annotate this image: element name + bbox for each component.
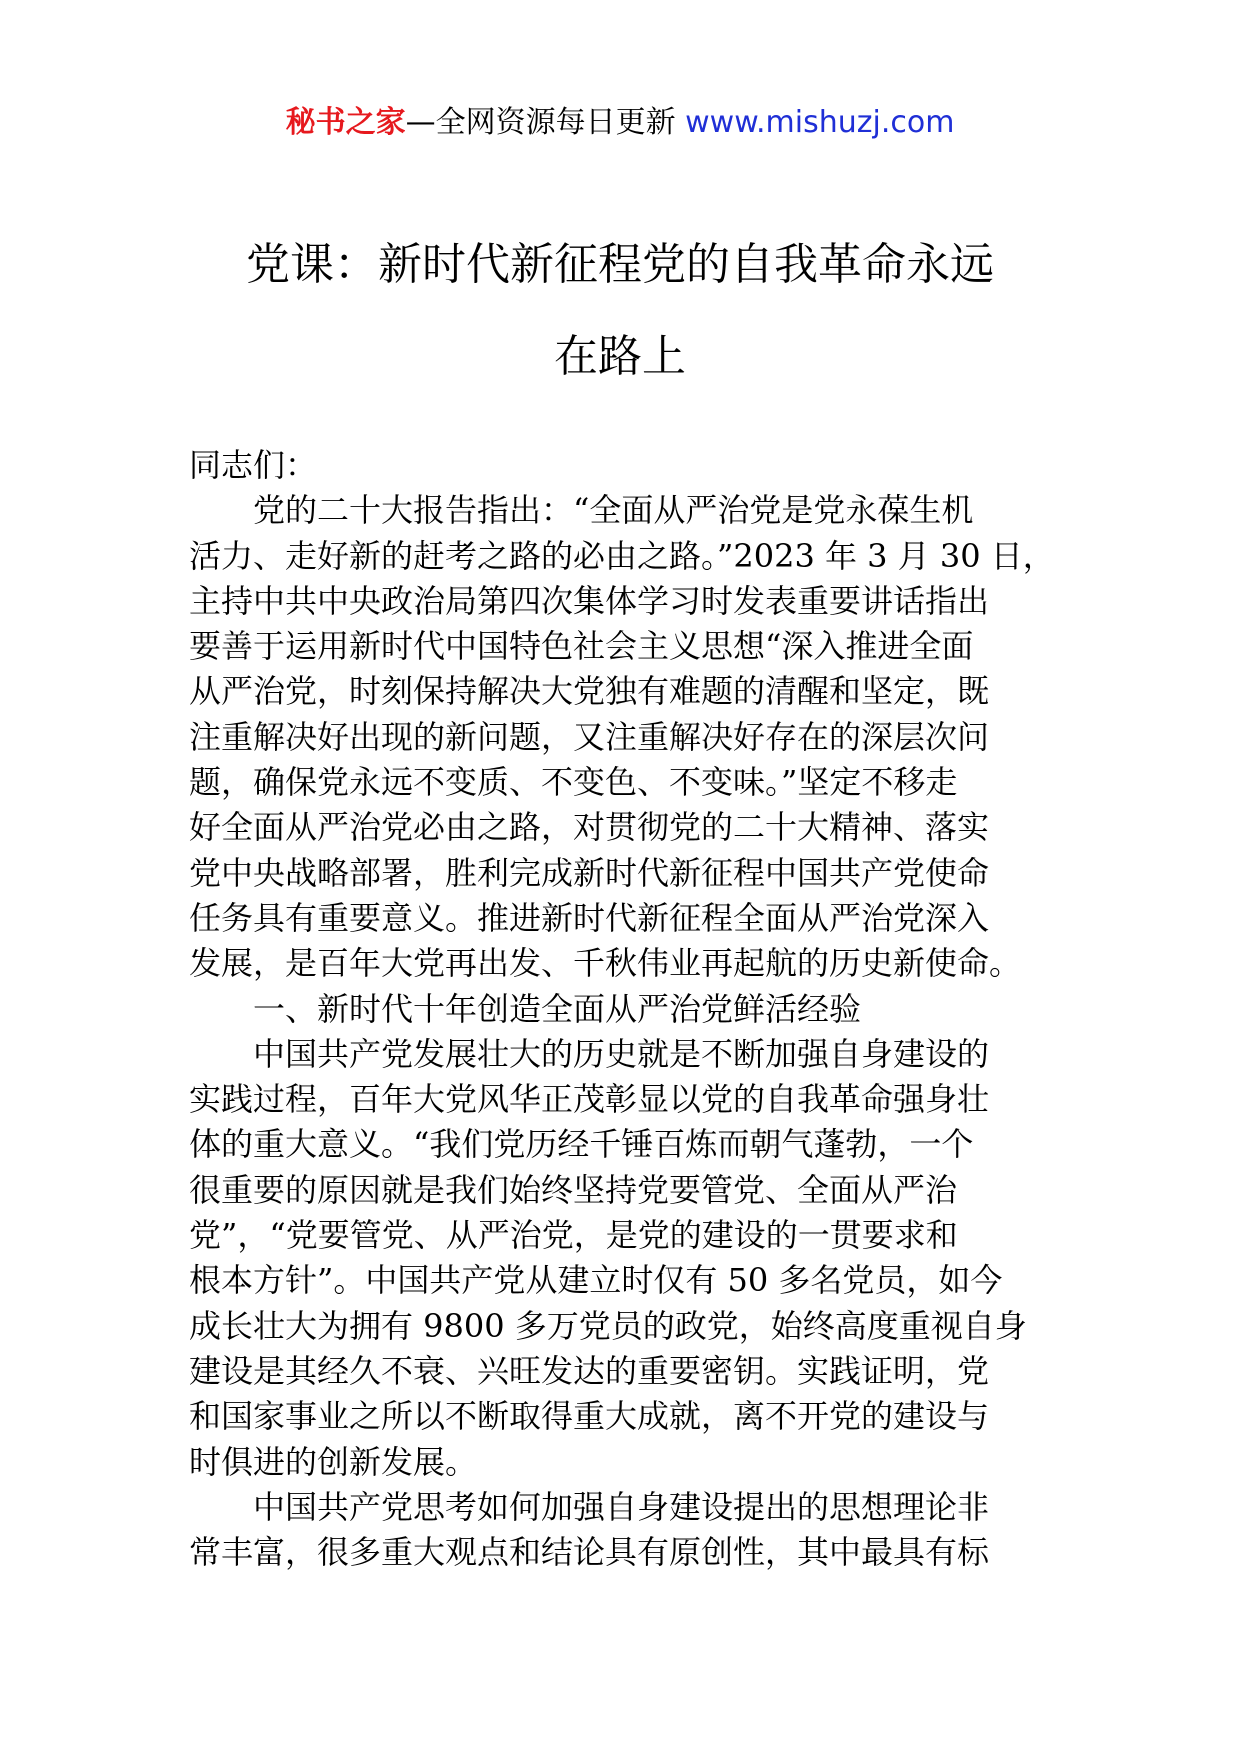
body-line: 体的重大意义。“我们党历经千锤百炼而朝气蓬勃，一个	[189, 1125, 974, 1164]
document-title-line-2: 在路上	[554, 331, 686, 382]
salutation-line: 同志们：	[189, 446, 318, 484]
body-line: 根本方针”。中国共产党从建立时仅有 50 多名党员，如今	[189, 1261, 1003, 1300]
body-line: 要善于运用新时代中国特色社会主义思想“深入推进全面	[189, 627, 974, 666]
body-line: 常丰富，很多重大观点和结论具有原创性，其中最具有标	[189, 1533, 990, 1572]
header-slogan: —全网资源每日更新	[405, 105, 676, 140]
body-line: 建设是其经久不衰、兴旺发达的重要密钥。实践证明，党	[189, 1351, 990, 1390]
body-line: 注重解决好出现的新问题，又注重解决好存在的深层次问	[189, 717, 990, 756]
body-line: 活力、走好新的赶考之路的必由之路。”2023 年 3 月 30 日，	[189, 536, 1055, 575]
body-line: 从严治党，时刻保持解决大党独有难题的清醒和坚定，既	[189, 672, 990, 711]
body-line: 很重要的原因就是我们始终坚持党要管党、全面从严治	[189, 1170, 958, 1209]
site-header	[0, 103, 1240, 143]
body-line: 好全面从严治党必由之路，对贯彻党的二十大精神、落实	[189, 808, 990, 847]
body-line: 党中央战略部署，胜利完成新时代新征程中国共产党使命	[189, 853, 990, 892]
body-line: 任务具有重要意义。推进新时代新征程全面从严治党深入	[189, 898, 990, 937]
section-heading: 一、新时代十年创造全面从严治党鲜活经验	[253, 989, 862, 1028]
body-line: 发展，是百年大党再出发、千秋伟业再起航的历史新使命。	[189, 944, 1022, 983]
body-line: 主持中共中央政治局第四次集体学习时发表重要讲话指出	[189, 581, 990, 620]
body-line: 中国共产党发展壮大的历史就是不断加强自身建设的	[253, 1034, 990, 1073]
body-line: 和国家事业之所以不断取得重大成就，离不开党的建设与	[189, 1397, 990, 1436]
body-line: 党的二十大报告指出：“全面从严治党是党永葆生机	[253, 491, 974, 530]
body-line: 成长壮大为拥有 9800 多万党员的政党，始终高度重视自身	[189, 1306, 1027, 1345]
body-line: 题，确保党永远不变质、不变色、不变味。”坚定不移走	[189, 763, 958, 802]
body-line: 中国共产党思考如何加强自身建设提出的思想理论非	[253, 1487, 990, 1526]
body-line: 党”，“党要管党、从严治党，是党的建设的一贯要求和	[189, 1216, 958, 1255]
document-body	[189, 443, 1059, 1575]
body-line: 实践过程，百年大党风华正茂彰显以党的自我革命强身壮	[189, 1080, 990, 1119]
body-line: 时俱进的创新发展。	[189, 1442, 478, 1481]
site-url-link[interactable]: www.mishuzj.com	[685, 105, 955, 140]
brand-name: 秘书之家	[285, 105, 406, 140]
document-title-line-1: 党课：新时代新征程党的自我革命永远	[246, 239, 994, 290]
